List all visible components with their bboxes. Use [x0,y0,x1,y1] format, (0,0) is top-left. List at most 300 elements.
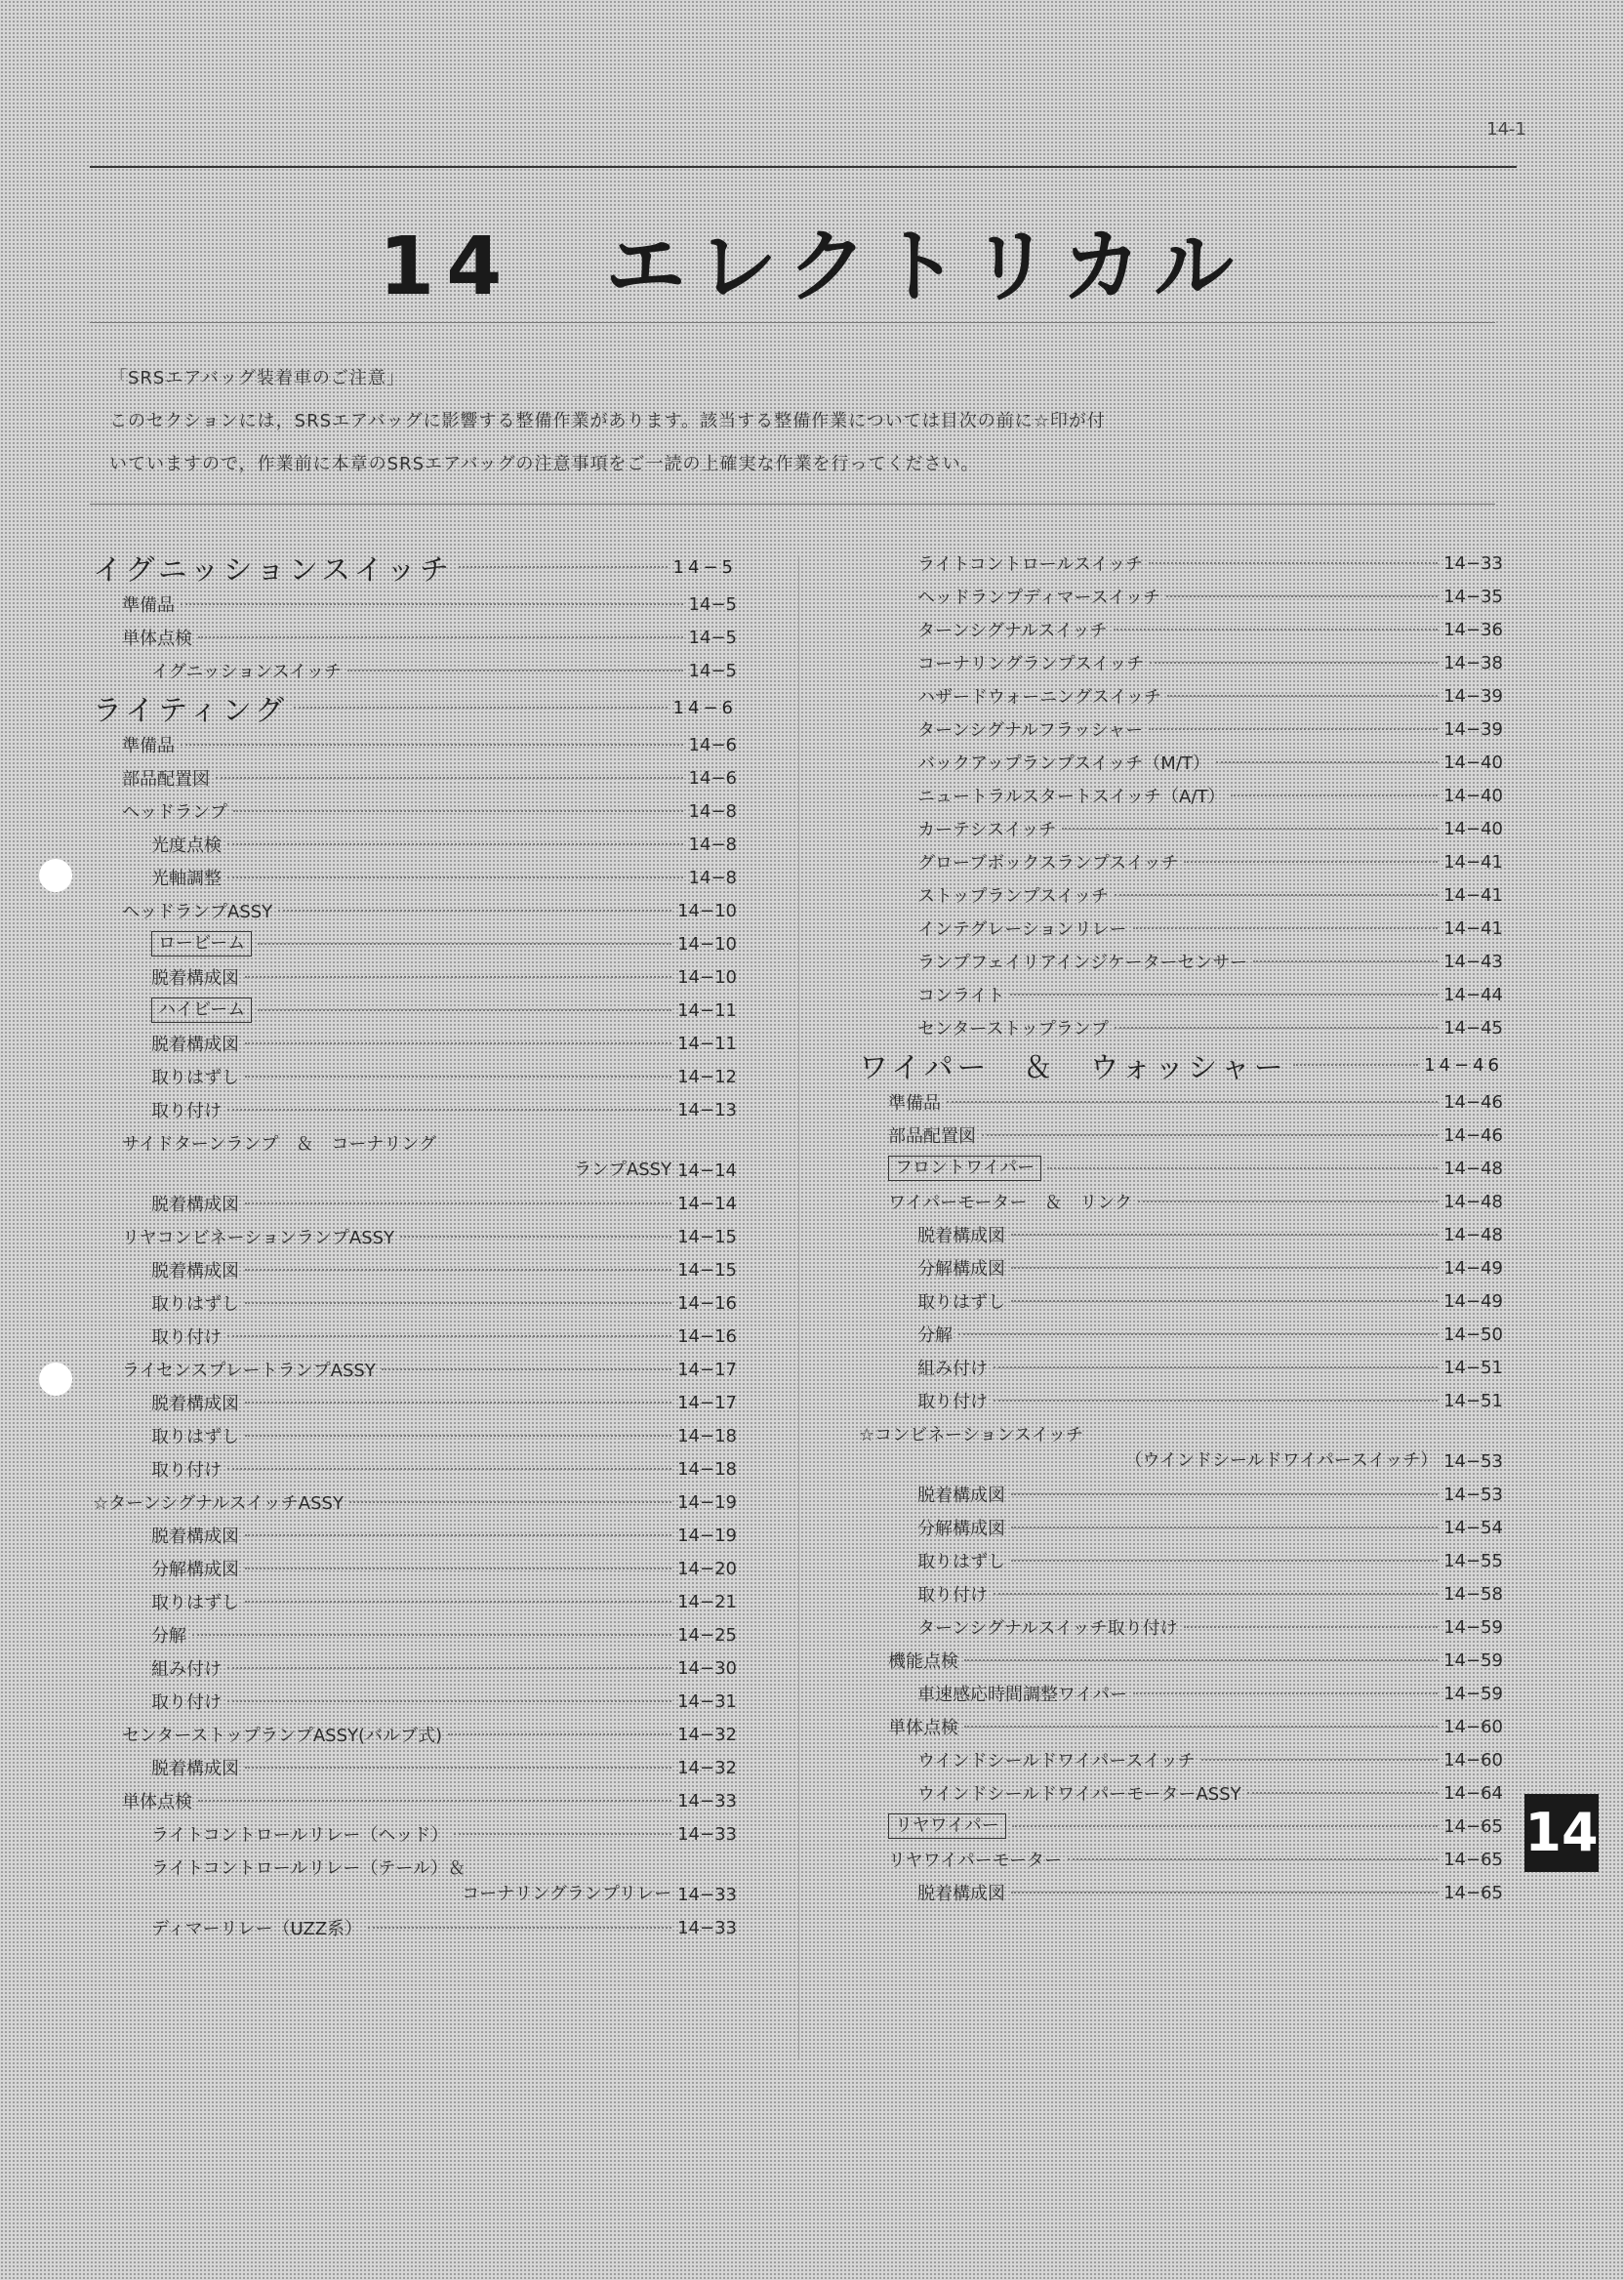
column-divider [798,556,799,2059]
leader-dots [1201,1759,1439,1761]
toc-entry[interactable] [93,927,737,960]
toc-page-number: 14−8 [688,800,737,822]
leader-dots [245,1042,671,1044]
leader-dots [227,1468,671,1470]
toc-entry[interactable] [93,1126,737,1187]
toc-entry-label: ライトコントロールスイッチ [917,554,1144,575]
toc-page-number: 14−6 [688,734,737,755]
toc-entry[interactable] [859,547,1503,580]
toc-page-number: 14−10 [677,900,737,921]
leader-dots [347,670,683,672]
toc-entry-label: コーナリングランプスイッチ [917,654,1145,674]
leader-dots [227,843,683,845]
toc-page-number: 14−65 [1443,1815,1503,1837]
toc-entry[interactable] [93,761,737,794]
leader-dots [245,1435,671,1437]
toc-entry[interactable] [859,1318,1503,1351]
toc-page-number: 14−32 [677,1757,737,1778]
toc-page-number: 14−59 [1443,1683,1503,1704]
leader-dots [964,1659,1438,1661]
toc-entry[interactable] [93,1220,737,1253]
toc-entry[interactable] [93,1187,737,1220]
leader-dots [181,744,683,746]
toc-entry[interactable] [859,812,1503,845]
toc-entry[interactable] [93,1911,737,1944]
toc-entry[interactable] [859,878,1503,912]
toc-page-number: 14−19 [677,1491,737,1513]
toc-entry-label: 準備品 [122,736,175,756]
toc-entry-label: ヘッドランプディマースイッチ [917,588,1160,608]
toc-page-number: 14−46 [1443,1124,1503,1146]
toc-entry[interactable] [859,1119,1503,1152]
toc-page-number: 14−50 [1443,1323,1503,1345]
leader-dots [1231,794,1438,796]
leader-dots [1047,1167,1438,1169]
toc-page-number: 14−40 [1443,785,1503,806]
toc-entry-label: 取りはずし [151,1068,239,1088]
toc-entry[interactable] [93,1552,737,1585]
toc-entry[interactable] [859,1743,1503,1776]
leader-dots [982,1134,1438,1136]
leader-dots [459,566,668,568]
toc-entry-label: フロントワイパー [888,1156,1041,1181]
toc-entry-label: 取りはずし [917,1552,1005,1572]
toc-page-number: 14−59 [1443,1649,1503,1671]
toc-entry-label: ウインドシールドワイパーモーターASSY [917,1784,1241,1805]
toc-entry-label: 取り付け [151,1327,222,1348]
toc-entry[interactable] [93,861,737,894]
toc-page-number: 14−45 [1443,1017,1503,1038]
leader-dots [227,1667,671,1669]
toc-page-number: 14−59 [1443,1616,1503,1638]
leader-dots [349,1501,671,1503]
leader-dots [245,1269,671,1271]
toc-entry-label: 脱着構成図 [151,1394,239,1414]
toc-entry[interactable] [93,1286,737,1320]
toc-page-number: 14−11 [677,999,737,1021]
toc-entry-label: ☆コンビネーションスイッチ [859,1425,1084,1445]
toc-page-number: 14−18 [677,1425,737,1446]
leader-dots [181,603,683,605]
toc-page-number: 14−5 [672,556,737,578]
toc-entry[interactable] [859,1478,1503,1511]
toc-entry-label: ヘッドランプ [122,802,227,823]
toc-page-number: 14−25 [677,1624,737,1646]
leader-dots [454,1833,671,1835]
leader-dots [245,1202,671,1204]
toc-entry-label: ウインドシールドワイパースイッチ [917,1751,1196,1771]
leader-dots [245,1601,671,1603]
chapter-title: 14 エレクトリカル [379,221,1245,313]
toc-entry-label: 光度点検 [151,835,222,856]
toc-entry-label: 取り付け [917,1585,988,1606]
toc-entry-label: カーテシスイッチ [917,820,1057,840]
toc-page-number: 14−65 [1443,1849,1503,1870]
toc-entry-label: ヘッドランプASSY [122,902,273,922]
toc-entry[interactable] [93,794,737,828]
toc-entry-label: ターンシグナルスイッチ [917,621,1108,641]
toc-entry-label: ターンシグナルスイッチ取り付け [917,1618,1178,1639]
toc-entry[interactable] [93,588,737,621]
toc-entry-label-cont: （ウインドシールドワイパースイッチ） [1124,1450,1439,1471]
toc-page-number: 14−30 [677,1657,737,1679]
leader-dots [958,1333,1438,1335]
toc-page-number: 14−10 [677,966,737,988]
toc-entry[interactable] [93,1817,737,1851]
leader-dots [964,1726,1438,1728]
toc-entry[interactable] [859,1544,1503,1577]
toc-entry-label: 取りはずし [917,1292,1005,1313]
toc-entry[interactable] [93,1585,737,1618]
toc-entry-label: ライトコントロールリレー（ヘッド） [151,1825,449,1846]
leader-dots [1011,1267,1438,1269]
toc-page-number: 14−64 [1443,1782,1503,1804]
toc-entry[interactable] [93,654,737,687]
toc-entry[interactable] [859,1351,1503,1384]
toc-entry-label: ライトコントロールリレー（テール）＆ [151,1858,467,1879]
toc-entry-label: センターストップランプASSY(バルブ式) [122,1726,443,1746]
toc-page-number: 14−54 [1443,1517,1503,1538]
toc-entry-label: 単体点検 [122,1792,192,1812]
toc-entry[interactable] [859,613,1503,646]
leader-dots [1184,1626,1438,1628]
toc-entry-label: 単体点検 [122,629,192,649]
toc-entry-label: 脱着構成図 [917,1486,1005,1506]
leader-dots [994,1593,1438,1595]
toc-entry-label: 脱着構成図 [151,1261,239,1282]
leader-dots [1184,861,1438,863]
leader-dots [382,1368,671,1370]
toc-page-number: 14−46 [1443,1091,1503,1113]
toc-page-number: 14−21 [677,1591,737,1612]
leader-dots [1138,1201,1438,1202]
binder-hole [39,859,72,892]
toc-entry[interactable] [859,1511,1503,1544]
toc-page-number: 14−18 [677,1458,737,1480]
leader-dots [294,707,667,709]
toc-entry[interactable] [859,1251,1503,1284]
toc-page-number: 14−8 [688,867,737,888]
toc-entry[interactable] [859,945,1503,978]
toc-entry[interactable] [859,1284,1503,1318]
toc-entry[interactable] [859,1810,1503,1843]
toc-page-number: 14−65 [1443,1882,1503,1903]
toc-page-number: 14−33 [677,1885,737,1905]
leader-dots [1149,728,1438,730]
toc-entry-label-cont: コーナリングランプリレー [462,1884,672,1904]
leader-dots [448,1733,671,1735]
toc-page-number: 14−20 [677,1558,737,1579]
leader-dots [1068,1858,1438,1860]
toc-entry[interactable] [93,828,737,861]
toc-entry[interactable] [93,1519,737,1552]
toc-entry-label: ニュートラルスタートスイッチ（A/T） [917,787,1226,807]
leader-dots [1115,1027,1438,1029]
toc-entry[interactable] [93,621,737,654]
toc-entry[interactable] [859,1843,1503,1876]
toc-entry-label: 脱着構成図 [151,968,239,989]
toc-entry-label: インテグレーションリレー [917,919,1127,940]
toc-entry[interactable] [93,1027,737,1060]
toc-entry-label: 分解構成図 [917,1519,1005,1539]
toc-entry[interactable] [93,1419,737,1452]
toc-page-number: 14−39 [1443,685,1503,707]
toc-entry[interactable] [859,1218,1503,1251]
toc-entry[interactable] [859,978,1503,1011]
toc-entry-label: ターンシグナルフラッシャー [917,720,1144,741]
toc-entry-label: グローブボックスランプスイッチ [917,853,1179,874]
leader-dots [1133,927,1439,929]
leader-dots [1115,894,1438,896]
leader-dots [1149,562,1438,564]
toc-entry[interactable] [859,1710,1503,1743]
toc-entry-label: ☆ターンシグナルスイッチASSY [93,1493,344,1514]
notice-line: 「SRSエアバッグ装着車のご注意」 [109,368,405,388]
toc-entry-label: 脱着構成図 [917,1884,1005,1904]
toc-entry-label: 単体点検 [888,1718,958,1738]
leader-dots [1012,1825,1438,1827]
toc-entry[interactable] [859,912,1503,945]
toc-page-number: 14−48 [1443,1224,1503,1245]
toc-entry-label: ランプフェイリアインジケーターセンサー [917,953,1248,973]
leader-dots [1011,1560,1438,1562]
toc-page-number: 14−51 [1443,1390,1503,1411]
toc-entry[interactable] [93,994,737,1027]
toc-entry[interactable] [93,1386,737,1419]
toc-page-number: 14−8 [688,834,737,855]
leader-dots [1216,761,1438,763]
leader-dots [198,1800,671,1802]
toc-entry[interactable] [93,894,737,927]
toc-entry-label: ハザードウォーニングスイッチ [917,687,1162,708]
leader-dots [245,976,671,978]
toc-entry-label: 取りはずし [151,1593,239,1613]
toc-entry[interactable] [93,1751,737,1784]
toc-entry-label: イグニッションスイッチ [93,553,453,588]
leader-dots [1010,994,1438,996]
toc-entry[interactable] [859,845,1503,878]
toc-page-number: 14−40 [1443,752,1503,773]
toc-page-number: 14−41 [1443,884,1503,906]
toc-entry-label: 車速感応時間調整ワイパー [917,1685,1128,1705]
toc-left-column [93,547,737,1944]
toc-page-number: 14−38 [1443,652,1503,673]
leader-dots [198,636,683,638]
leader-dots [1166,595,1438,597]
toc-entry[interactable] [859,1876,1503,1909]
toc-entry-label: ワイパーモーター ＆ リンク [888,1193,1133,1213]
toc-entry-label: ディマーリレー（UZZ系） [151,1919,363,1939]
leader-dots [994,1366,1438,1368]
toc-entry[interactable] [859,1152,1503,1185]
toc-entry[interactable] [859,1384,1503,1417]
toc-page-number: 14−6 [688,767,737,789]
leader-dots [1011,1493,1438,1495]
toc-page-number: 14−32 [677,1724,737,1745]
leader-dots [1011,1300,1438,1302]
toc-entry-label: 脱着構成図 [151,1035,239,1055]
toc-page-number: 14−10 [677,933,737,955]
leader-dots [400,1236,671,1238]
toc-entry-label: 組み付け [151,1659,222,1680]
leader-dots [245,1076,671,1078]
toc-entry[interactable] [859,679,1503,712]
toc-page-number: 14−15 [677,1259,737,1281]
toc-entry[interactable] [859,1610,1503,1644]
binder-hole [39,1363,72,1396]
leader-dots [227,1109,671,1111]
toc-entry-label: イグニッションスイッチ [151,662,342,682]
toc-entry[interactable] [93,1618,737,1651]
toc-page-number: 14−36 [1443,619,1503,640]
toc-page-number: 14−48 [1443,1191,1503,1212]
toc-page-number: 14−33 [1443,552,1503,574]
toc-entry-label: リヤコンビネーションランプASSY [122,1228,395,1248]
toc-page-number: 14−35 [1443,586,1503,607]
toc-entry-label: 取りはずし [151,1427,239,1447]
toc-entry[interactable] [93,1320,737,1353]
toc-entry-label: ライセンスプレートランプASSY [122,1361,376,1381]
toc-page-number: 14−60 [1443,1716,1503,1737]
leader-dots [258,943,671,945]
toc-entry-label: ハイビーム [151,998,252,1023]
toc-page-number: 14−13 [677,1099,737,1120]
toc-page-number: 14−11 [677,1033,737,1054]
toc-entry[interactable] [93,1093,737,1126]
toc-page-number: 14−46 [1424,1054,1503,1076]
toc-entry[interactable] [859,1085,1503,1119]
toc-entry-label: 分解 [917,1325,953,1346]
leader-dots [245,1767,671,1769]
toc-page-number: 14−49 [1443,1257,1503,1279]
toc-entry[interactable] [93,1718,737,1751]
toc-entry-label: 脱着構成図 [917,1226,1005,1246]
toc-page-number: 14−43 [1443,951,1503,972]
toc-entry[interactable] [93,687,737,728]
srs-notice-box [90,322,1495,505]
leader-dots [216,777,683,779]
toc-entry-label: リヤワイパーモーター [888,1851,1063,1871]
toc-entry-label: 準備品 [888,1093,941,1114]
toc-entry[interactable] [859,746,1503,779]
toc-page-number: 14−39 [1443,718,1503,740]
toc-entry-label: コンライト [917,986,1005,1006]
toc-entry-label: 組み付け [917,1359,988,1379]
toc-page-number: 14−14 [677,1160,737,1181]
toc-entry[interactable] [859,646,1503,679]
toc-entry[interactable] [859,1577,1503,1610]
toc-entry[interactable] [859,1776,1503,1810]
toc-page-number: 14−12 [677,1066,737,1087]
toc-page-number: 14−60 [1443,1749,1503,1771]
toc-entry-label: ストップランプスイッチ [917,886,1110,907]
leader-dots [1293,1064,1418,1066]
toc-page-number: 14−33 [677,1823,737,1845]
leader-dots [1011,1234,1438,1236]
toc-page-number: 14−41 [1443,851,1503,873]
toc-entry[interactable] [859,1044,1503,1085]
toc-page-number: 14−17 [677,1392,737,1413]
toc-entry[interactable] [93,1452,737,1486]
toc-page-number: 14−16 [677,1325,737,1347]
leader-dots [947,1101,1438,1103]
toc-entry[interactable] [93,728,737,761]
toc-entry[interactable] [859,580,1503,613]
leader-dots [192,1634,671,1636]
toc-entry-label: 取り付け [151,1692,222,1713]
toc-entry[interactable] [93,1353,737,1386]
toc-entry-label: 分解 [151,1626,186,1647]
toc-entry[interactable] [93,960,737,994]
toc-entry-label: 取り付け [917,1392,988,1412]
leader-dots [1167,695,1438,697]
toc-entry-label: ロービーム [151,931,252,957]
toc-entry-label: リヤワイパー [888,1813,1006,1839]
toc-page-number: 14−16 [677,1292,737,1314]
toc-page-number: 14−55 [1443,1550,1503,1571]
toc-entry[interactable] [93,1784,737,1817]
toc-page-number: 14−19 [677,1525,737,1546]
toc-entry[interactable] [859,1644,1503,1677]
toc-entry[interactable] [859,1417,1503,1478]
leader-dots [227,1335,671,1337]
toc-entry[interactable] [93,1851,737,1911]
leader-dots [258,1009,671,1011]
toc-entry[interactable] [859,1185,1503,1218]
leader-dots [245,1568,671,1569]
toc-entry[interactable] [93,1486,737,1519]
toc-entry[interactable] [93,1685,737,1718]
toc-entry[interactable] [859,1677,1503,1710]
toc-entry[interactable] [93,1651,737,1685]
toc-entry[interactable] [859,712,1503,746]
toc-entry-label-cont: ランプASSY [573,1160,672,1180]
notice-line: このセクションには，SRSエアバッグに影響する整備作業があります。該当する整備作業については目次の前に☆印が付 [109,411,1106,431]
toc-entry-label: 分解構成図 [151,1560,239,1580]
page-number: 14-1 [1486,119,1526,140]
leader-dots [1011,1892,1438,1893]
toc-entry-label: 部品配置図 [122,769,210,790]
toc-entry-label: サイドターンランプ ＆ コーナリング [122,1134,437,1155]
toc-page-number: 14−41 [1443,917,1503,939]
toc-page-number: 14−49 [1443,1290,1503,1312]
leader-dots [227,876,683,878]
toc-entry-label: センターストップランプ [917,1019,1109,1039]
toc-entry-label: 脱着構成図 [151,1759,239,1779]
toc-page-number: 14−14 [677,1193,737,1214]
toc-page-number: 14−6 [672,697,737,718]
toc-page-number: 14−53 [1443,1451,1503,1472]
toc-page-number: 14−15 [677,1226,737,1247]
toc-entry-label: 部品配置図 [888,1126,976,1147]
toc-entry-label: ライティング [93,694,289,728]
leader-dots [1247,1792,1438,1794]
toc-entry[interactable] [859,1011,1503,1044]
toc-page-number: 14−5 [688,593,737,615]
toc-entry[interactable] [93,547,737,588]
toc-entry-label: 取り付け [151,1101,222,1121]
toc-entry[interactable] [93,1253,737,1286]
leader-dots [1011,1527,1438,1528]
toc-page-number: 14−58 [1443,1583,1503,1605]
toc-entry[interactable] [859,779,1503,812]
section-tab: 14 [1524,1794,1599,1872]
toc-entry-label: バックアップランプスイッチ（M/T） [917,753,1210,774]
toc-entry[interactable] [93,1060,737,1093]
toc-entry-label: 機能点検 [888,1651,958,1672]
toc-page-number: 14−33 [677,1917,737,1938]
toc-entry-label: 準備品 [122,595,175,616]
